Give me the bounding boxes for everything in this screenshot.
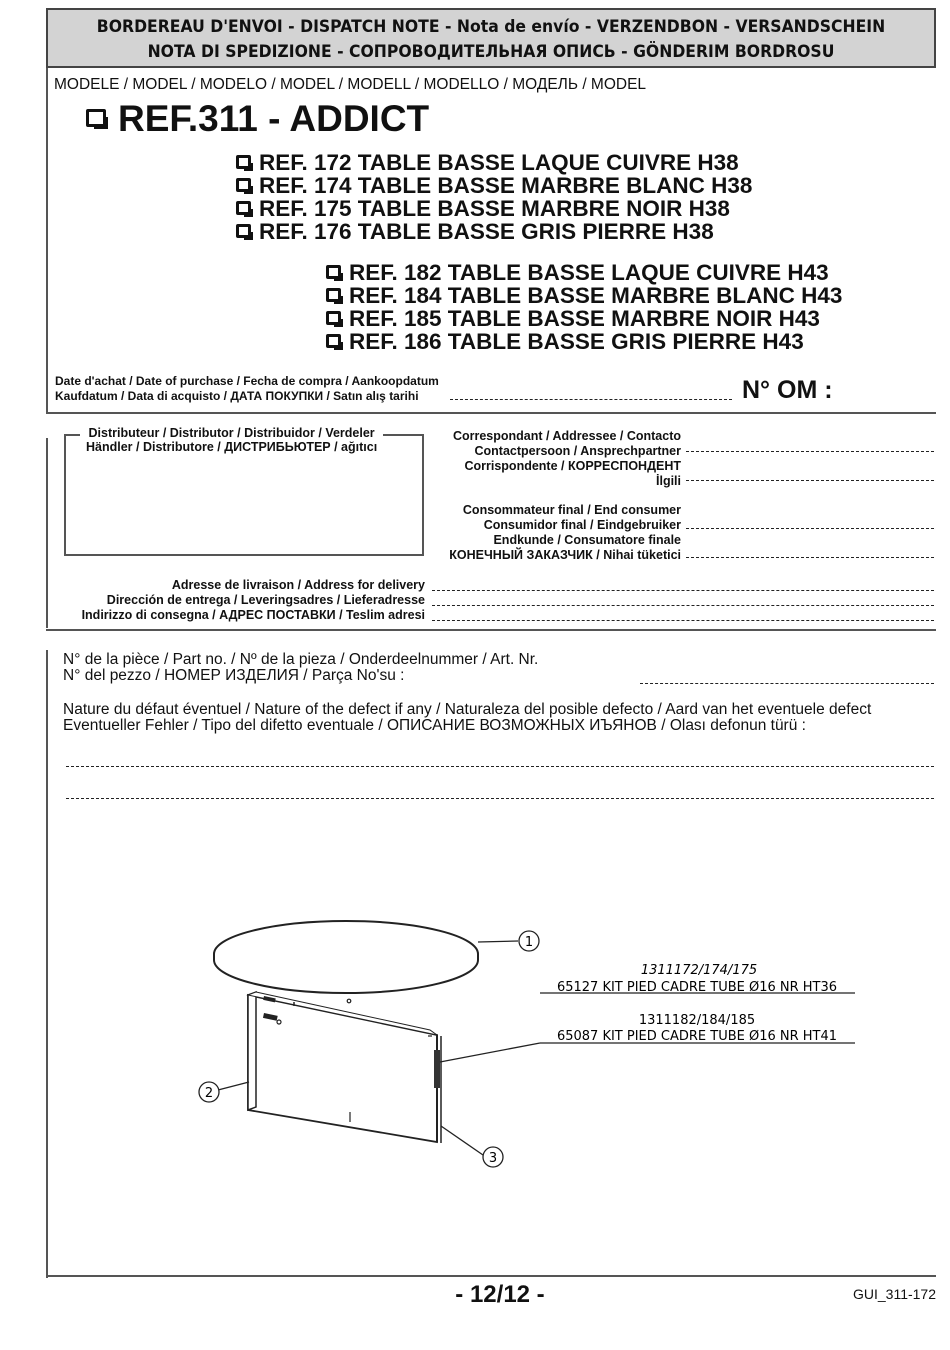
delivery-address-field-3[interactable] [432,620,934,621]
distributor-label [80,426,383,454]
side-panel-drawing [248,992,437,1142]
part-number-field[interactable] [640,683,934,684]
ref-list-h38 [236,151,752,243]
header-title-line-2: NOTA DI SPEDIZIONE - СОПРОВОДИТЕЛЬНАЯ ОПИСЬ - GÖNDERIM BORDROSU [147,42,835,62]
ref-label: REF. 175 TABLE BASSE MARBRE NOIR H38 [259,196,730,221]
ref-item [326,307,842,330]
ref-checkbox[interactable] [236,155,251,169]
model-label: MODELE / MODEL / MODELO / MODEL / MODELL / MODELLO / МОДЕЛЬ / MODEL [54,76,647,93]
distributor-label-line-2: Händler / Distributore / ДИСТРИБЬЮТЕР / ağıtıcı [86,440,378,454]
ref-label: REF. 182 TABLE BASSE LAQUE CUIVRE H43 [349,260,829,285]
header-title-line-1: BORDEREAU D'ENVOI - DISPATCH NOTE - Nota de envío - VERZENDBON - VERSANDSCHEIN [96,17,886,37]
section-divider-2 [46,629,936,631]
callout-2-label: 2 [204,1086,214,1101]
ref-label: REF. 174 TABLE BASSE MARBRE BLANC H38 [259,173,753,198]
end-consumer-line: Consumidor final / Eindgebruiker [483,518,681,532]
ref-list-h43 [326,261,842,353]
kit-2-description: 65087 KIT PIED CADRE TUBE Ø16 NR HT41 [556,1029,838,1044]
ref-item [236,174,752,197]
ref-label: REF. 172 TABLE BASSE LAQUE CUIVRE H38 [259,150,739,175]
left-border-top [46,68,48,413]
ref-label: REF. 184 TABLE BASSE MARBRE BLANC H43 [349,283,843,308]
ref-item [236,151,752,174]
ref-checkbox[interactable] [326,334,341,348]
delivery-address-line: Dirección de entrega / Leveringsadres / Lieferadresse [106,593,425,607]
correspondent-line: Contactpersoon / Ansprechpartner [474,444,681,458]
defect-label-1: Nature du défaut éventuel / Nature of the defect if any / Naturaleza del posible defecto / Aard van het eventuele defect [63,701,872,718]
ref-checkbox[interactable] [236,224,251,238]
main-reference-text: REF.311 - ADDICT [118,98,430,139]
main-ref-checkbox[interactable] [86,109,106,127]
page-number: - 12/12 - [455,1281,545,1308]
part-number-label-1: N° de la pièce / Part no. / Nº de la pieza / Onderdeelnummer / Art. Nr. [63,651,539,668]
ref-checkbox[interactable] [326,288,341,302]
end-consumer-line: Consommateur final / End consumer [462,503,681,517]
kit-1-ref: 1311172/174/175 [640,963,758,978]
delivery-address-field-2[interactable] [432,605,934,606]
correspondent-line: Correspondant / Addressee / Contacto [452,429,681,443]
section-divider-bottom [46,1275,936,1277]
ref-item [326,330,842,353]
ref-item [236,197,752,220]
ref-checkbox[interactable] [326,311,341,325]
callout-2 [199,1082,219,1102]
purchase-date-label-1: Date d'achat / Date of purchase / Fecha de compra / Aankoopdatum [55,374,439,388]
delivery-address-label [46,578,425,623]
ref-checkbox[interactable] [326,265,341,279]
ref-item [236,220,752,243]
delivery-address-line: Indirizzo di consegna / АДРЕС ПОСТАВКИ / Teslim adresi [81,608,425,622]
delivery-address-field-1[interactable] [432,590,934,591]
callout-1-label: 1 [524,935,534,950]
section-divider-1 [46,412,936,414]
ref-label: REF. 176 TABLE BASSE GRIS PIERRE H38 [259,219,714,244]
callout-3-label: 3 [488,1151,498,1166]
ref-checkbox[interactable] [236,201,251,215]
correspondent-field-1[interactable] [686,451,934,452]
end-consumer-label [420,503,681,563]
callout-3 [483,1147,503,1167]
document-code: GUI_311-172 [852,1286,936,1302]
ref-label: REF. 185 TABLE BASSE MARBRE NOIR H43 [349,306,820,331]
table-top-drawing [214,921,478,993]
kit-2-ref: 1311182/184/185 [638,1013,756,1028]
purchase-date-field[interactable] [450,399,732,400]
defect-field-2[interactable] [66,798,934,799]
defect-label-2: Eventueller Fehler / Tipo del difetto eventuale / ОПИСАНИЕ ВОЗМОЖНЫХ ИЪЯНОВ / Olası defonun türü : [63,717,806,734]
order-number-label: N° OM : [742,376,833,404]
end-consumer-line: КОНЕЧНЫЙ ЗАКАЗЧИК / Nihai tüketici [449,548,681,562]
ref-item [326,261,842,284]
end-consumer-field-2[interactable] [686,557,934,558]
ref-item [326,284,842,307]
correspondent-label [420,429,681,489]
kit-1-description: 65127 KIT PIED CADRE TUBE Ø16 NR HT36 [556,980,838,995]
correspondent-line: İlgili [656,474,681,488]
delivery-address-line: Adresse de livraison / Address for delivery [171,578,425,592]
correspondent-field-2[interactable] [686,480,934,481]
ref-checkbox[interactable] [236,178,251,192]
end-consumer-field-1[interactable] [686,528,934,529]
purchase-date-label-2: Kaufdatum / Data di acquisto / ДАТА ПОКУПКИ / Satın alış tarihi [55,389,419,403]
header-banner [46,8,936,68]
main-reference [86,98,429,140]
callout-1 [519,931,539,951]
distributor-label-line-1: Distributeur / Distributor / Distribuidor / Verdeler [88,426,375,440]
end-consumer-line: Endkunde / Consumatore finale [493,533,681,547]
correspondent-line: Corrispondente / КОРРЕСПОНДЕНТ [464,459,681,473]
ref-label: REF. 186 TABLE BASSE GRIS PIERRE H43 [349,329,804,354]
part-number-label-2: N° del pezzo / НОМЕР ИЗДЕЛИЯ / Parça No'su : [63,667,405,684]
defect-field-1[interactable] [66,766,934,767]
table-assembly-diagram [0,900,950,1200]
